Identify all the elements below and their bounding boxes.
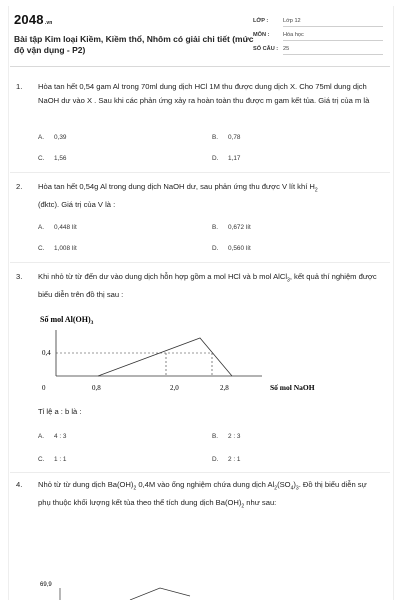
question-divider: [10, 472, 390, 473]
option-c[interactable]: C. 1,008 lít: [38, 245, 77, 252]
option-c[interactable]: C. 1,56: [38, 155, 67, 162]
question-text: Hòa tan hết 0,54 gam Al trong 70ml dung dịch HCl 1M thu được dung dịch X. Cho 75ml dung dịch NaOH dư vào X . Sau khi các phản ứng xảy ra hoàn toàn thu được m gam kết tủa. Giá trị của m là: [38, 82, 370, 105]
option-a[interactable]: A. 0,448 lít: [38, 224, 77, 231]
graph-curve: [130, 588, 190, 600]
question-text: Nhỏ từ từ dung dịch $Ba(OH)_2$ 0,4M vào ống nghiệm chứa dung dịch $Al_2(SO_4)_3$. Đồ thị biểu diễn sự phụ thuộc khối lượng kết tủa theo thể tích dung dịch $Ba(OH)_2$ như sau:: [38, 480, 367, 510]
option-d[interactable]: D. 0,560 lít: [212, 245, 251, 252]
question-text: Hòa tan hết 0,54g Al trong dung dịch NaOH dư, sau phản ứng thu được V lít khí $H_2$ (đktc). Giá trị của V là :: [38, 182, 318, 209]
graph-x-tick: 0,8: [92, 384, 101, 392]
question-text: Khi nhỏ từ từ đến dư vào dung dịch hỗn hợp gồm a mol HCl và b mol AlCl$_3$, kết quả thí nghiệm được biểu diễn trên đồ thị sau :: [38, 272, 377, 299]
graph-y-tick: 69,9: [40, 582, 52, 588]
option-a[interactable]: A. 4 : 3: [38, 433, 67, 440]
question-3-graph: [30, 312, 350, 402]
document-title: Bài tập Kim loại Kiềm, Kiềm thổ, Nhôm có giải chi tiết (mức độ vận dụng - P2): [14, 34, 254, 55]
site-logo[interactable]: 2048.vn: [14, 12, 53, 27]
option-b[interactable]: B. 0,672 lít: [212, 224, 251, 231]
graph-origin-label: 0: [42, 384, 46, 392]
graph-y-tick: 0,4: [42, 349, 51, 357]
question-3-ratio-prompt: Tỉ lệ a : b là :: [38, 407, 82, 416]
graph-x-tick: 2,0: [170, 384, 179, 392]
option-d[interactable]: D. 2 : 1: [212, 456, 241, 463]
graph-x-tick: 2,8: [220, 384, 229, 392]
option-b[interactable]: B. 2 : 3: [212, 433, 241, 440]
graph-y-axis-label: Số mol $Al(OH)_3$: [40, 315, 94, 326]
option-c[interactable]: C. 1 : 1: [38, 456, 67, 463]
question-divider: [10, 262, 390, 263]
question-4-graph: [30, 570, 230, 600]
graph-x-axis-label: Số mol NaOH: [270, 383, 315, 392]
option-b[interactable]: B. 0,78: [212, 134, 241, 141]
option-a[interactable]: A. 0,39: [38, 134, 67, 141]
question-divider: [10, 172, 390, 173]
header-divider: [10, 66, 390, 67]
option-d[interactable]: D. 1,17: [212, 155, 241, 162]
